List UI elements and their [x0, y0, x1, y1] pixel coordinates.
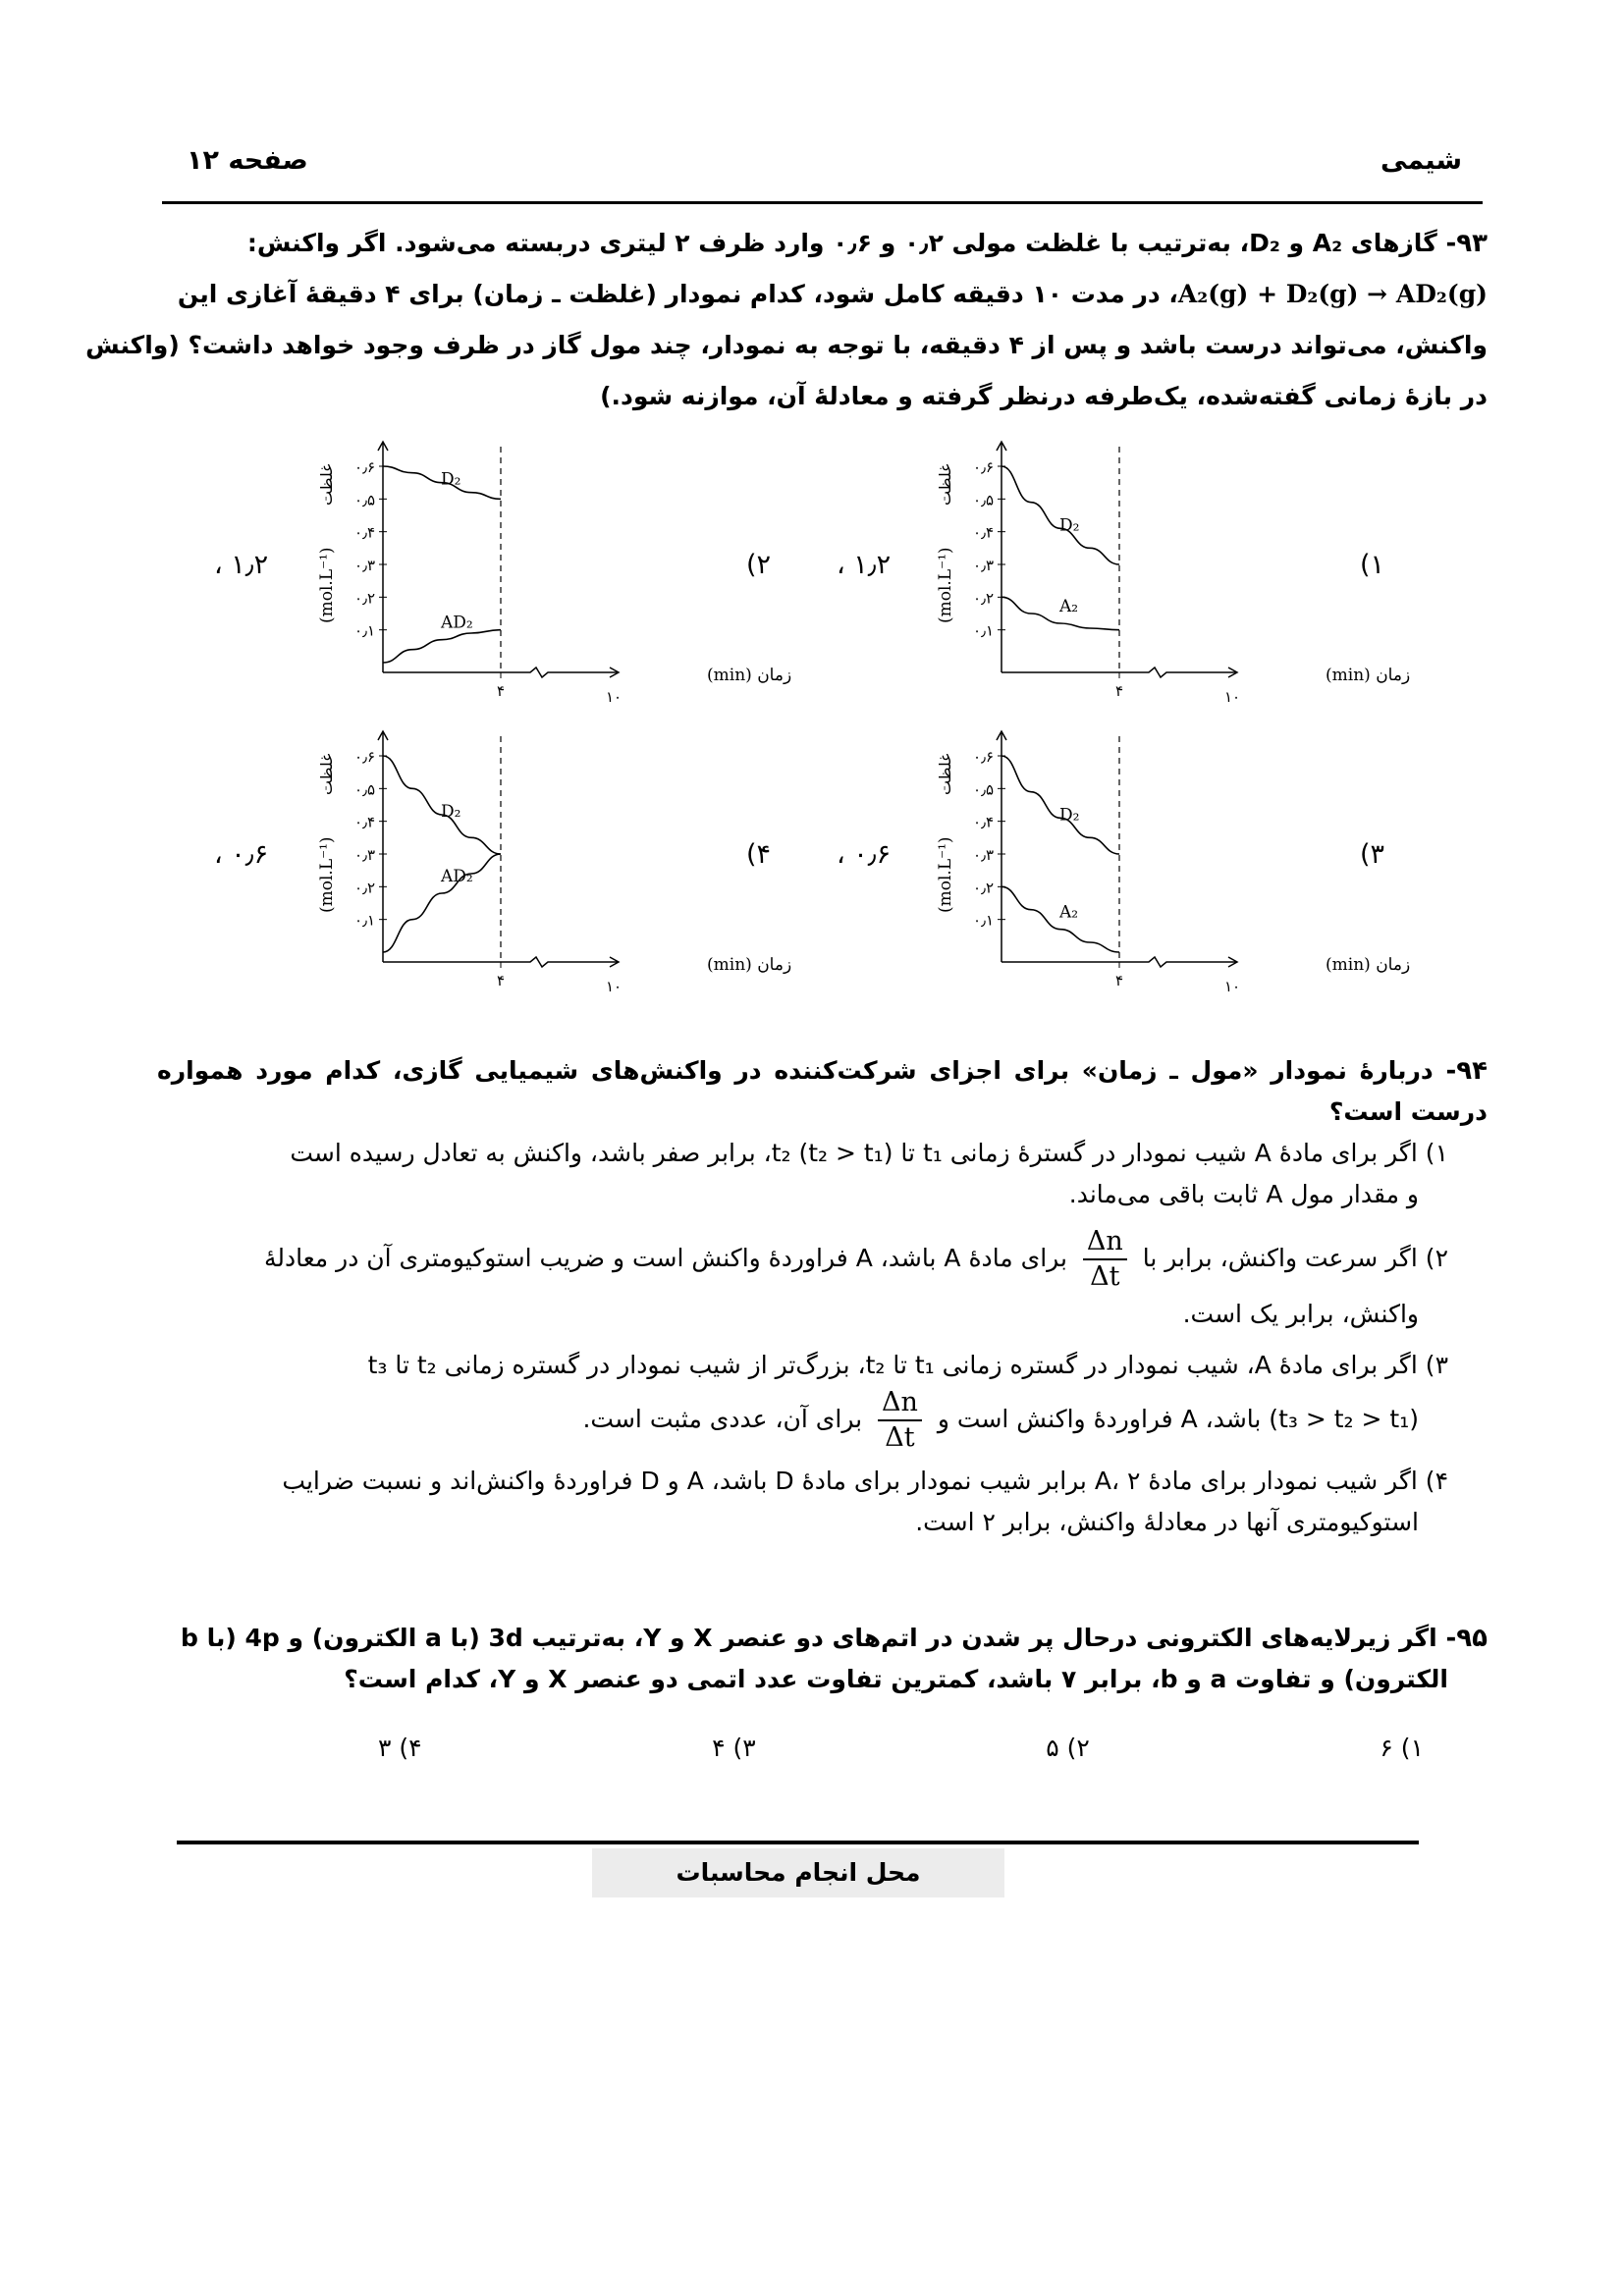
series-label: A₂	[1059, 902, 1079, 923]
q94-option-3-line1: اگر برای مادهٔ A، شیب نمودار در گستره زمانی t₁ تا t₂، بزرگ‌تر از شیب نمودار در گستره زمانی t₂ تا t₃	[367, 1351, 1418, 1379]
y-tick-label: ۰٫۶	[973, 458, 994, 476]
delta-n-over-delta-t-2	[878, 1386, 922, 1455]
q94-option-3-text-a: (t₃ > t₂ > t₁) باشد، A فراوردهٔ واکنش است و	[937, 1405, 1419, 1433]
y-tick-label: ۰٫۵	[973, 780, 994, 799]
series-label: D₂	[441, 802, 461, 822]
x-tick-label-10: ۱۰	[1223, 978, 1241, 995]
y-tick-label: ۰٫۳	[973, 846, 994, 864]
y-axis-unit: (mol.L⁻¹)	[936, 836, 955, 913]
q95-option-2[interactable]: ۲) ۵	[1046, 1734, 1090, 1762]
q93-option-2-number: ۲)	[746, 550, 772, 580]
y-tick-label: ۰٫۱	[354, 911, 375, 930]
question-95	[157, 1618, 1488, 1700]
subject-title: شیمی	[1380, 145, 1462, 176]
x-tick-label-10: ۱۰	[605, 978, 623, 995]
frac-numerator: Δn	[1083, 1225, 1127, 1260]
q94-option-2-line2: واکنش، برابر یک است.	[1182, 1300, 1419, 1328]
frac-numerator: Δn	[878, 1386, 922, 1421]
x-axis-break	[501, 667, 619, 677]
q94-option-2-number: ۲)	[1425, 1244, 1448, 1272]
y-tick-label: ۰٫۱	[354, 621, 375, 640]
y-tick-label: ۰٫۲	[973, 879, 994, 897]
series-curve-bottom	[383, 630, 501, 663]
series-label: D₂	[1059, 515, 1080, 536]
y-axis-unit: (mol.L⁻¹)	[317, 836, 337, 913]
y-tick-label: ۰٫۱	[973, 621, 994, 640]
x-axis-break	[1119, 957, 1237, 967]
chart-option-2	[295, 432, 792, 707]
y-tick-label: ۰٫۲	[354, 879, 375, 897]
question-93-number: ۹۳-	[1445, 229, 1488, 258]
q94-option-1	[157, 1133, 1488, 1174]
y-tick-label: ۰٫۴	[973, 813, 994, 831]
q94-option-1-line2: و مقدار مول A ثابت باقی می‌ماند.	[1068, 1180, 1419, 1208]
q94-option-3-text-b: برای آن، عددی مثبت است.	[582, 1405, 863, 1433]
q93-option-2-value: ۱٫۲ ،	[214, 550, 269, 580]
y-tick-label: ۰٫۴	[354, 813, 375, 831]
question-93-line1: گازهای A₂ و D₂، به‌ترتیب با غلظت مولی ۰٫۲ و ۰٫۶ وارد ظرف ۲ لیتری دربسته می‌شود. اگر واکنش:	[246, 229, 1437, 257]
q93-option-4-value: ۰٫۶ ،	[214, 839, 269, 870]
chart-option-3	[913, 721, 1411, 996]
series-label: AD₂	[441, 867, 473, 886]
q94-option-3-number: ۳)	[1425, 1351, 1448, 1379]
question-93-line2: ، در مدت ۱۰ دقیقه کامل شود، کدام نمودار (غلظت ـ زمان) برای ۴ دقیقهٔ آغازی این	[177, 280, 1178, 308]
q94-option-2-text-b: برای مادهٔ A باشد، A فراوردهٔ واکنش است و ضریب استوکیومتری آن در معادلهٔ	[263, 1244, 1067, 1272]
question-95-line2: الکترون) و تفاوت a و b، برابر ۷ باشد، کمترین تفاوت عدد اتمی دو عنصر X و Y، کدام است؟	[344, 1665, 1448, 1693]
q93-option-1-number: ۱)	[1360, 550, 1385, 580]
q94-option-2-text-a: اگر سرعت واکنش، برابر با	[1142, 1244, 1418, 1272]
x-tick-label-4: ۴	[496, 682, 506, 700]
x-axis-label: زمان (min)	[707, 666, 792, 685]
question-94-number: ۹۴-	[1445, 1056, 1488, 1086]
chart-option-1	[913, 432, 1411, 707]
y-tick-label: ۰٫۵	[354, 780, 375, 799]
x-axis-break	[501, 957, 619, 967]
y-axis-label: غلظت	[936, 463, 954, 506]
x-tick-label-10: ۱۰	[605, 688, 623, 706]
question-95-number: ۹۵-	[1445, 1624, 1488, 1653]
q94-option-4-line2: استوکیومتری آنها در معادلهٔ واکنش، برابر ۲ است.	[915, 1508, 1419, 1536]
q94-option-1-line1: اگر برای مادهٔ A شیب نمودار در گسترهٔ زمانی t₁ تا t₂ (t₂ > t₁)، برابر صفر باشد، واکنش به تعادل رسیده است	[290, 1139, 1418, 1167]
q94-option-1-number: ۱)	[1425, 1139, 1448, 1167]
y-tick-label: ۰٫۵	[354, 491, 375, 509]
y-tick-label: ۰٫۲	[354, 589, 375, 608]
y-tick-label: ۰٫۳	[354, 557, 375, 574]
q95-option-1[interactable]: ۱) ۶	[1380, 1734, 1424, 1762]
y-axis-label: غلظت	[317, 753, 336, 795]
x-tick-label-4: ۴	[496, 972, 506, 989]
y-tick-label: ۰٫۶	[354, 458, 375, 476]
q93-option-3-value: ۰٫۶ ،	[837, 839, 892, 870]
x-axis-label: زمان (min)	[1326, 955, 1411, 975]
y-axis-label: غلظت	[936, 753, 954, 795]
q95-option-3[interactable]: ۳) ۴	[712, 1734, 756, 1762]
y-tick-label: ۰٫۴	[973, 523, 994, 542]
footer-divider	[177, 1841, 1419, 1844]
q94-option-4-line1: اگر شیب نمودار برای مادهٔ A، ۲ برابر شیب نمودار برای مادهٔ D باشد، A و D فراوردهٔ واکنش‌اند و نسبت ضرایب	[282, 1467, 1418, 1495]
y-tick-label: ۰٫۴	[354, 523, 375, 542]
question-93-equation: A₂(g) + D₂(g) → AD₂(g)	[1177, 280, 1488, 308]
q95-option-4[interactable]: ۴) ۳	[378, 1734, 422, 1762]
q94-option-4	[157, 1461, 1488, 1502]
y-tick-label: ۰٫۵	[973, 491, 994, 509]
y-axis-label: غلظت	[317, 463, 336, 506]
q94-option-4-number: ۴)	[1425, 1467, 1448, 1495]
y-tick-label: ۰٫۶	[354, 748, 375, 766]
delta-n-over-delta-t	[1083, 1225, 1127, 1294]
x-tick-label-4: ۴	[1114, 972, 1124, 989]
question-94	[157, 1050, 1488, 1543]
x-axis-label: زمان (min)	[707, 955, 792, 975]
x-tick-label-4: ۴	[1114, 682, 1124, 700]
frac-denominator: Δt	[1090, 1261, 1120, 1292]
y-tick-label: ۰٫۳	[354, 846, 375, 864]
series-label: A₂	[1059, 597, 1079, 616]
y-tick-label: ۰٫۲	[973, 589, 994, 608]
q95-options	[378, 1734, 1424, 1762]
y-tick-label: ۰٫۳	[973, 557, 994, 574]
y-axis-unit: (mol.L⁻¹)	[936, 547, 955, 623]
q93-option-1-value: ۱٫۲ ،	[837, 550, 892, 580]
question-93-line3: واکنش، می‌تواند درست باشد و پس از ۴ دقیقه، با توجه به نمودار، چند مول گاز در ظرف وجود خواهد داشت؟ (واکنش	[85, 331, 1488, 359]
x-axis-label: زمان (min)	[1326, 666, 1411, 685]
header-divider	[162, 201, 1483, 204]
q94-option-3	[157, 1345, 1488, 1386]
calculation-area-label: محل انجام محاسبات	[592, 1848, 1004, 1897]
q94-option-3-line2	[157, 1386, 1488, 1455]
series-label: AD₂	[441, 613, 473, 633]
question-93-line4: در بازهٔ زمانی گفته‌شده، یک‌طرفه درنظر گرفته و معادلهٔ آن، موازنه شود.)	[600, 382, 1488, 410]
series-label: D₂	[1059, 805, 1080, 826]
x-tick-label-10: ۱۰	[1223, 688, 1241, 706]
frac-denominator: Δt	[885, 1422, 915, 1453]
x-axis-break	[1119, 667, 1237, 677]
series-label: D₂	[441, 469, 461, 490]
q93-option-3-number: ۳)	[1360, 839, 1385, 870]
page-number: صفحه ۱۲	[187, 145, 308, 176]
y-tick-label: ۰٫۱	[973, 911, 994, 930]
q93-option-4-number: ۴)	[746, 839, 772, 870]
chart-option-4	[295, 721, 792, 996]
question-93	[85, 218, 1488, 422]
question-94-stem: دربارهٔ نمودار «مول ـ زمان» برای اجزای شرکت‌کننده در واکنش‌های شیمیایی گازی، کدام مورد همواره درست است؟	[157, 1056, 1488, 1126]
y-tick-label: ۰٫۶	[973, 748, 994, 766]
y-axis-unit: (mol.L⁻¹)	[317, 547, 337, 623]
question-95-line1: اگر زیرلایه‌های الکترونی درحال پر شدن در اتم‌های دو عنصر X و Y، به‌ترتیب 3d (با a الکترون) و 4p (با b	[180, 1624, 1437, 1652]
q94-option-2	[157, 1225, 1488, 1294]
